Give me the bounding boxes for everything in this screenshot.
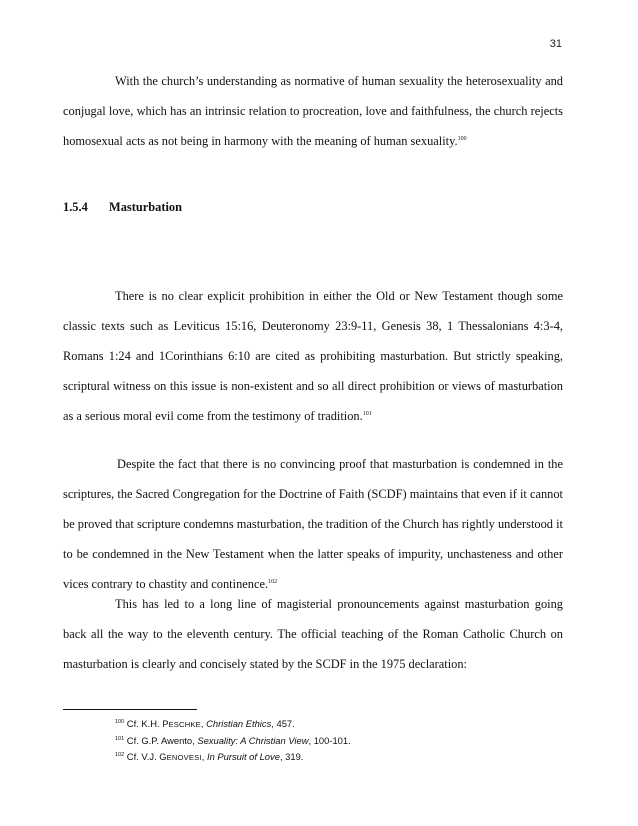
footnote-ref: 100: [457, 136, 467, 142]
paragraph-magisterium: [63, 589, 563, 679]
paragraph-text: There is no clear explicit prohibition in either the Old or New Testament though some classic texts such as Leviticus 15:16, Deuteronomy 23:9-11, Genesis 38, 1 Thessalonians 4:3-4, Romans 1:24 and 1Corinthians 6:10 are cited as prohibiting masturbation. But strictly speaking, scriptural witness on this issue is non-existent and so all direct prohibition or views of masturbation as a serious moral evil come from the testimony of tradition.: [63, 289, 563, 423]
paragraph-text: This has led to a long line of magisterial pronouncements against masturbation going back all the way to the eleventh century. The official teaching of the Roman Catholic Church on masturbation is clearly and concisely stated by the SCDF in the 1975 declaration:: [63, 597, 563, 671]
footnote-title: Sexuality: A Christian View: [197, 735, 309, 746]
footnote-author: ESCHKE: [168, 720, 201, 729]
footnote-pages: , 319.: [279, 751, 304, 762]
footnote-number: 101: [115, 736, 125, 742]
paragraph-scripture: [63, 281, 563, 431]
footnote-author: ENOVESI: [166, 753, 202, 762]
footnote-prefix: Cf. V.J.: [126, 751, 160, 762]
footnote: $^{102}$ Cf. V.J. GENOVESI, In Pursuit of Love, 319.: [115, 751, 304, 762]
footnote-title: In Pursuit of Love: [206, 751, 280, 762]
paragraph-scdf: [63, 449, 563, 599]
section-heading: [63, 200, 182, 215]
footnote-number: 102: [115, 752, 125, 758]
footnote-author-initial: P: [162, 718, 169, 729]
section-number: 1.5.4: [63, 200, 88, 214]
footnote-pages: , 100-101.: [308, 735, 351, 746]
footnote-pages: , 457.: [271, 718, 295, 729]
page-number: 31: [549, 38, 562, 50]
section-title: Masturbation: [109, 200, 182, 214]
footnotes: [115, 716, 351, 766]
footnote-title: Christian Ethics: [206, 718, 272, 729]
footnote-ref: 101: [362, 411, 372, 417]
paragraph-text: With the church’s understanding as normative of human sexuality the heterosexuality and conjugal love, which has an intrinsic relation to procreation, love and faithfulness, the church rejects homosexual acts as not being in harmony with the meaning of human sexuality.: [63, 74, 563, 148]
footnote-prefix: Cf. G.P. Awento,: [126, 735, 198, 746]
footnote: [115, 733, 351, 749]
footnote-prefix: Cf. K.H.: [126, 718, 163, 729]
footnote: $^{100}$ Cf. K.H. PESCHKE, Christian Ethics, 457.: [115, 718, 295, 729]
footnote-ref: 102: [268, 579, 278, 585]
footnote-author-initial: G: [159, 751, 167, 762]
footnote-divider: [63, 709, 197, 710]
footnote-number: 100: [115, 719, 125, 725]
paragraph-homosexuality: [63, 66, 563, 156]
paragraph-text: Despite the fact that there is no convincing proof that masturbation is condemned in the scriptures, the Sacred Congregation for the Doctrine of Faith (SCDF) maintains that even if it cannot be proved that scripture condemns masturbation, the tradition of the Church has rightly understood it to be condemned in the New Testament when the latter speaks of impurity, unchasteness and other vices contrary to chastity and continence.: [63, 457, 563, 591]
